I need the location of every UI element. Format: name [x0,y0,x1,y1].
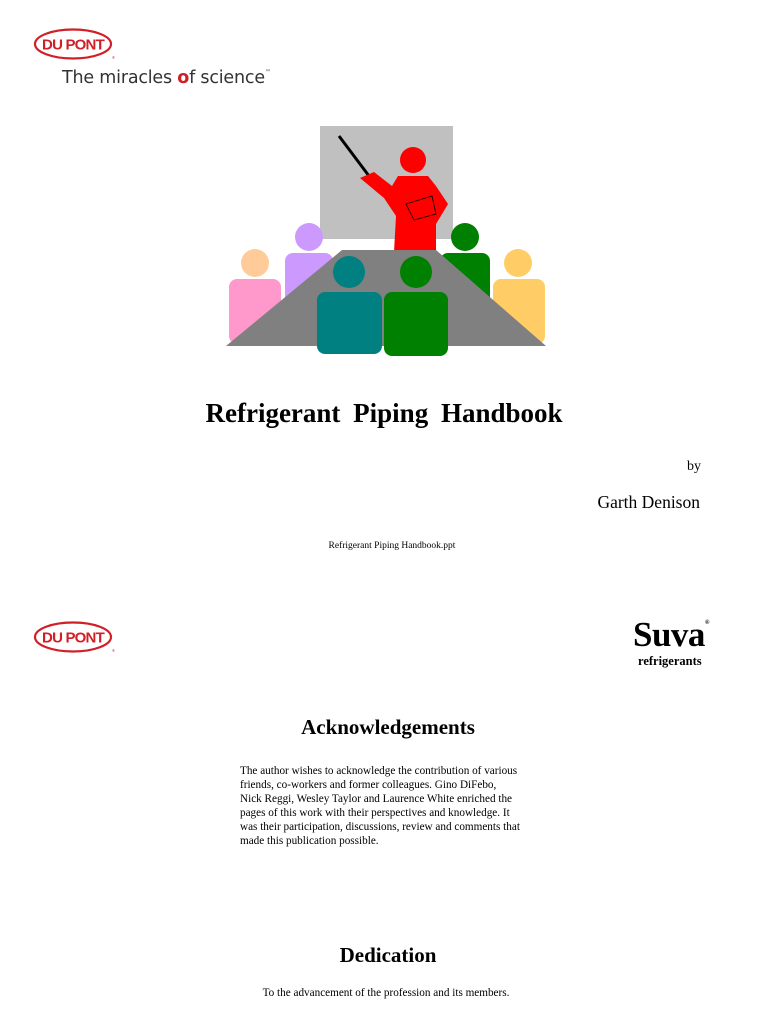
svg-text:®: ® [112,55,115,60]
author-name: Garth Denison [597,492,700,512]
dupont-logo-small-text: DU PONT [42,629,104,647]
suva-subtitle: refrigerants [638,654,702,668]
document-title: Refrigerant Piping Handbook [205,398,563,428]
acknowledgements-body: The author wishes to acknowledge the contribution of various friends, co-workers and former colleagues. Gino DiFebo, Nick Reggi, Wesley Taylor and Laurence White enriched the pages of this work with their perspectives and knowledge. It was their participation, discussions, review and comments that made this publication possible. [240,765,520,847]
dupont-logo-text: DU PONT [42,36,104,54]
dedication-heading: Dedication [339,943,437,967]
meeting-clipart-illustration [224,124,548,360]
suva-logo: Suva® [633,615,709,654]
tagline: The miracles of science™ [62,68,271,88]
dupont-logo-small [33,620,117,654]
file-name: Refrigerant Piping Handbook.ppt [328,541,456,551]
dedication-body: To the advancement of the profession and its members. [262,987,510,999]
dupont-logo [33,27,117,61]
svg-text:®: ® [112,648,115,653]
acknowledgements-heading: Acknowledgements [301,715,475,739]
by-label: by [687,459,701,474]
